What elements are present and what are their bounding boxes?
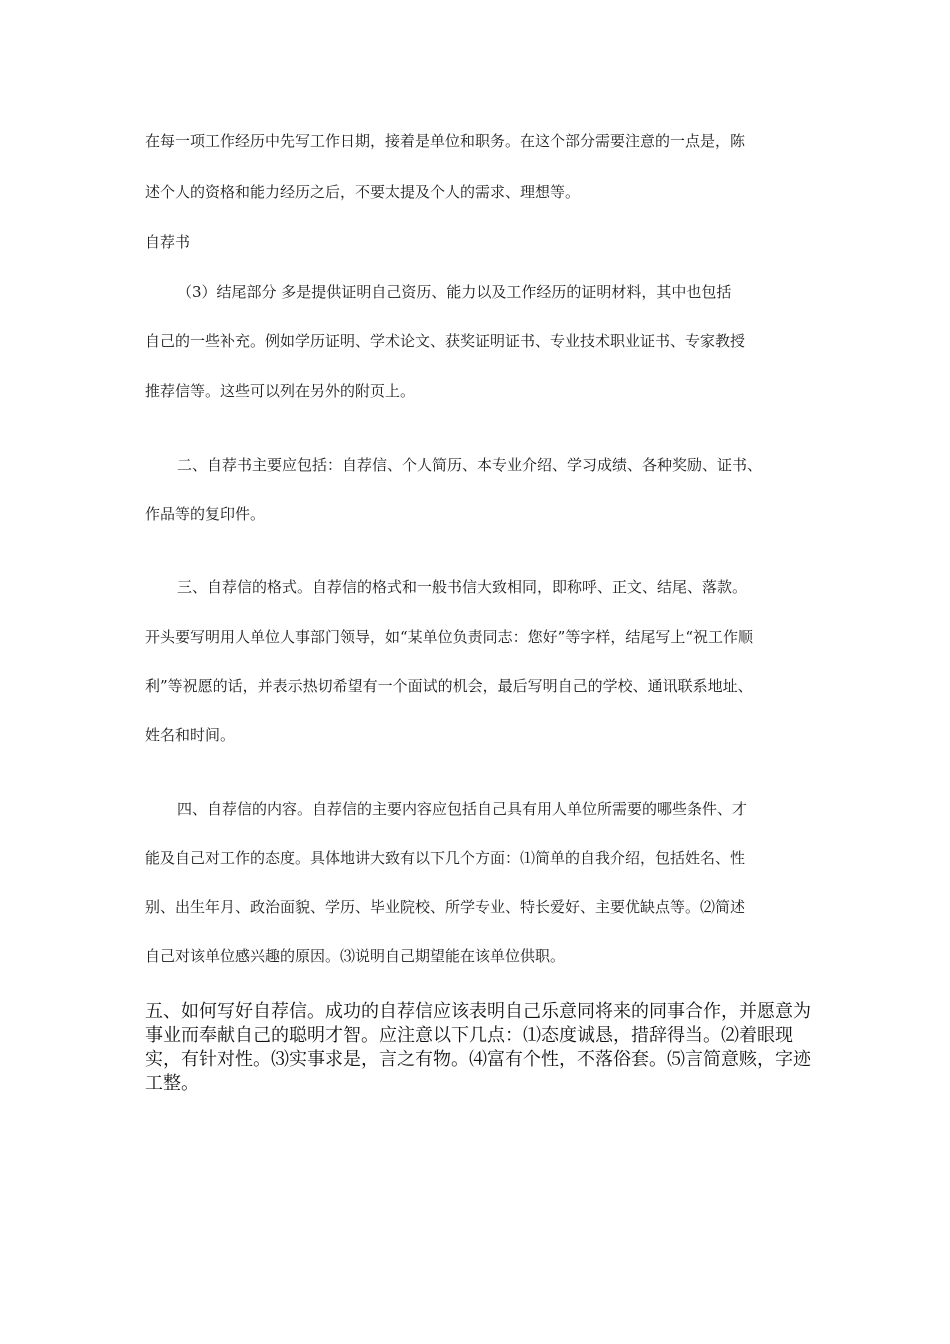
paragraph-line: 开头要写明用人单位人事部门领导，如“某单位负责同志：您好”等字样，结尾写上“祝工作顺 <box>145 628 754 646</box>
paragraph-line: 述个人的资格和能力经历之后，不要太提及个人的需求、理想等。 <box>145 183 581 201</box>
paragraph-line: 自己对该单位感兴趣的原因。⑶说明自己期望能在该单位供职。 <box>145 947 566 965</box>
paragraph-line: 利”等祝愿的话，并表示热切希望有一个面试的机会，最后写明自己的学校、通讯联系地址、 <box>145 677 753 695</box>
paragraph-line: 别、出生年月、政治面貌、学历、毕业院校、所学专业、特长爱好、主要优缺点等。⑵简述 <box>145 898 746 916</box>
closing-paragraph: 五、如何写好自荐信。成功的自荐信应该表明自己乐意同将来的同事合作，并愿意为事业而奉献自己的聪明才智。应注意以下几点：⑴态度诚恳，措辞得当。⑵着眼现实，有针对性。⑶实事求是，言之有物。⑷富有个性，不落俗套。⑸言简意赅，字迹工整。 <box>145 1001 811 1094</box>
paragraph-line: 作品等的复印件。 <box>145 505 266 523</box>
paragraph-line: 三、自荐信的格式。自荐信的格式和一般书信大致相同，即称呼、正文、结尾、落款。 <box>177 578 748 596</box>
paragraph-line: （3）结尾部分 多是提供证明自己资历、能力以及工作经历的证明材料，其中也包括 <box>177 283 732 301</box>
paragraph-line: 姓名和时间。 <box>145 726 236 744</box>
section-heading: 自荐书 <box>145 233 191 251</box>
paragraph-line: 二、自荐书主要应包括：自荐信、个人简历、本专业介绍、学习成绩、各种奖励、证书、 <box>177 456 763 474</box>
paragraph-line: 在每一项工作经历中先写工作日期，接着是单位和职务。在这个部分需要注意的一点是，陈 <box>145 132 746 150</box>
paragraph-line: 四、自荐信的内容。自荐信的主要内容应包括自己具有用人单位所需要的哪些条件、才 <box>177 800 748 818</box>
paragraph-line: 推荐信等。这些可以列在另外的附页上。 <box>145 382 416 400</box>
paragraph-line: 自己的一些补充。例如学历证明、学术论文、获奖证明证书、专业技术职业证书、专家教授 <box>145 332 746 350</box>
paragraph-line: 能及自己对工作的态度。具体地讲大致有以下几个方面：⑴简单的自我介绍，包括姓名、性 <box>145 849 746 867</box>
